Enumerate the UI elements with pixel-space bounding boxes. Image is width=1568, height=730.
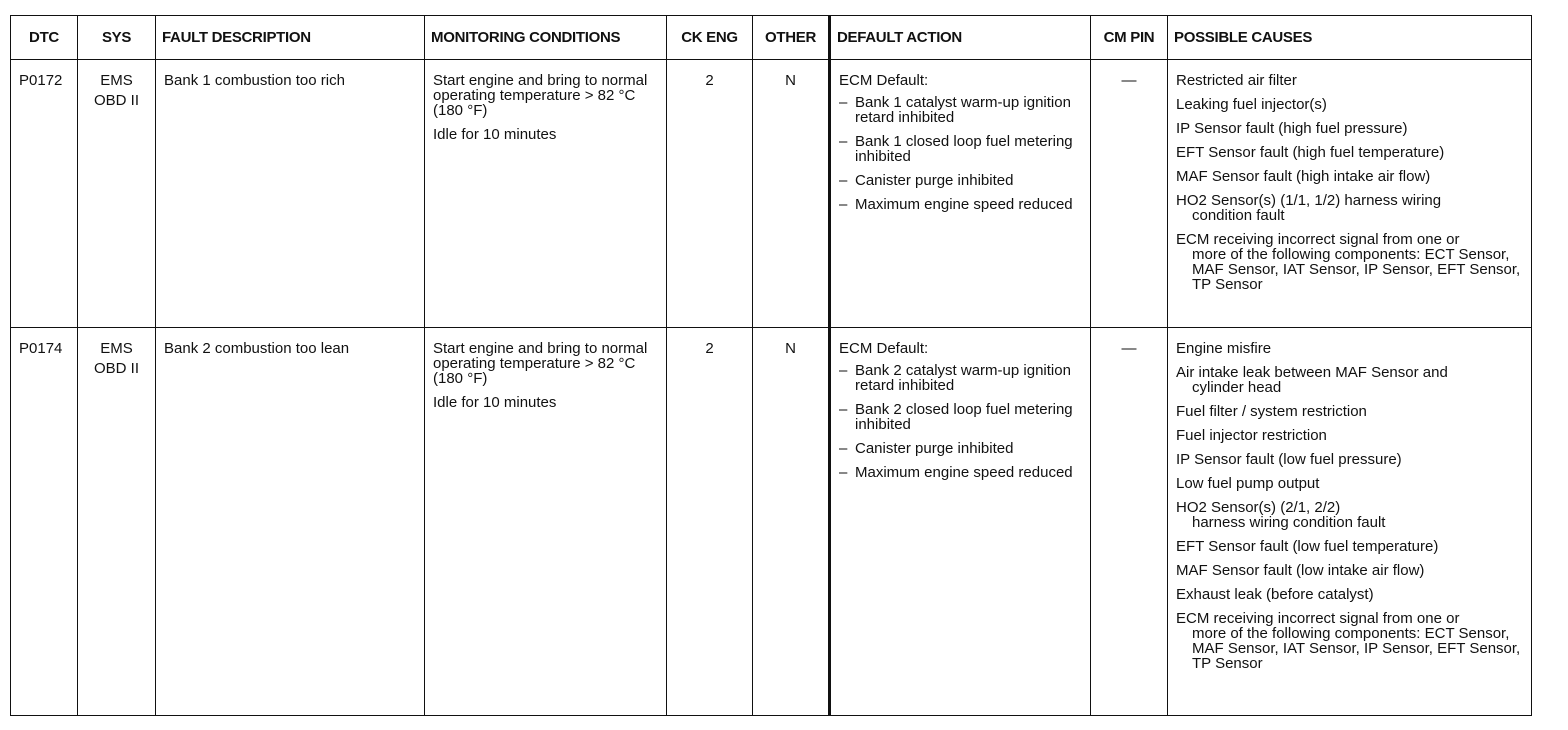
default-action-item: – Bank 1 closed loop fuel metering inhibited xyxy=(839,134,1082,164)
header-default-action: DEFAULT ACTION xyxy=(830,16,1091,60)
cause-continuation: harness wiring condition fault xyxy=(1192,514,1386,531)
cause-item xyxy=(1176,428,1523,443)
cause-text: ECM receiving incorrect signal from one or xyxy=(1176,231,1460,248)
cause-item xyxy=(1176,611,1523,671)
monitoring-conditions xyxy=(425,60,667,328)
dtc-code: P0174 xyxy=(11,328,78,716)
ck-eng-value: 2 xyxy=(667,328,753,716)
other-value: N xyxy=(753,60,830,328)
fault-description: Bank 2 combustion too lean xyxy=(156,328,425,716)
table-row xyxy=(11,60,1532,328)
cause-item xyxy=(1176,587,1523,602)
cause-item xyxy=(1176,169,1523,184)
cause-text: IP Sensor fault (high fuel pressure) xyxy=(1176,120,1408,137)
sys-cell xyxy=(78,60,156,328)
default-action xyxy=(830,328,1091,716)
cause-text: Exhaust leak (before catalyst) xyxy=(1176,586,1374,603)
dtc-code: P0172 xyxy=(11,60,78,328)
cause-item xyxy=(1176,145,1523,160)
default-action-item: – Canister purge inhibited xyxy=(839,173,1082,188)
sys-line: OBD II xyxy=(93,360,139,377)
cause-item xyxy=(1176,500,1523,530)
cause-continuation: condition fault xyxy=(1192,207,1285,224)
cause-item xyxy=(1176,539,1523,554)
cause-item xyxy=(1176,341,1523,356)
default-action-item: – Maximum engine speed reduced xyxy=(839,197,1082,212)
default-action xyxy=(830,60,1091,328)
default-action-title: ECM Default: xyxy=(839,340,929,357)
header-dtc: DTC xyxy=(11,16,78,60)
cm-pin-value: — xyxy=(1091,328,1168,716)
cause-item xyxy=(1176,476,1523,491)
cause-text: IP Sensor fault (low fuel pressure) xyxy=(1176,451,1402,468)
cause-text: Engine misfire xyxy=(1176,340,1272,357)
possible-causes-list xyxy=(1176,73,1523,292)
monitoring-conditions xyxy=(425,328,667,716)
default-action-title: ECM Default: xyxy=(839,72,929,89)
cause-text: EFT Sensor fault (low fuel temperature) xyxy=(1176,538,1439,555)
monitoring-condition: Idle for 10 minutes xyxy=(433,126,557,143)
default-action-item: – Bank 2 catalyst warm-up ignition retard inhibited xyxy=(839,363,1082,393)
dtc-table xyxy=(10,15,1532,716)
header-monitoring-conditions: MONITORING CONDITIONS xyxy=(425,16,667,60)
cause-text: EFT Sensor fault (high fuel temperature) xyxy=(1176,144,1445,161)
header-row xyxy=(11,16,1532,60)
cause-text: Restricted air filter xyxy=(1176,72,1297,89)
sys-cell xyxy=(78,328,156,716)
monitoring-condition: Start engine and bring to normal operating temperature > 82 °C (180 °F) xyxy=(433,340,648,387)
cause-item xyxy=(1176,404,1523,419)
cause-item xyxy=(1176,121,1523,136)
fault-description: Bank 1 combustion too rich xyxy=(156,60,425,328)
cause-item xyxy=(1176,193,1523,223)
cause-text: Fuel filter / system restriction xyxy=(1176,403,1367,420)
default-action-item: – Bank 1 catalyst warm-up ignition retard inhibited xyxy=(839,95,1082,125)
default-action-item: – Bank 2 closed loop fuel metering inhibited xyxy=(839,402,1082,432)
sys-line: EMS xyxy=(100,340,133,357)
cause-item xyxy=(1176,563,1523,578)
possible-causes xyxy=(1168,328,1532,716)
cause-text: HO2 Sensor(s) (2/1, 2/2) xyxy=(1176,499,1341,516)
cause-text: ECM receiving incorrect signal from one or xyxy=(1176,610,1460,627)
cause-item xyxy=(1176,73,1523,88)
cause-text: Air intake leak between MAF Sensor and xyxy=(1176,364,1448,381)
cause-continuation: cylinder head xyxy=(1192,379,1282,396)
cause-item xyxy=(1176,452,1523,467)
cause-item xyxy=(1176,365,1523,395)
cause-item xyxy=(1176,97,1523,112)
header-cm-pin: CM PIN xyxy=(1091,16,1168,60)
cause-text: HO2 Sensor(s) (1/1, 1/2) harness wiring xyxy=(1176,192,1442,209)
header-other: OTHER xyxy=(753,16,830,60)
default-action-list xyxy=(839,95,1082,212)
cause-text: MAF Sensor fault (low intake air flow) xyxy=(1176,562,1425,579)
cause-continuation: more of the following components: ECT Sensor, MAF Sensor, IAT Sensor, IP Sensor, EFT Sensor, TP Sensor xyxy=(1192,246,1521,293)
default-action-list xyxy=(839,363,1082,480)
table-row xyxy=(11,328,1532,716)
ck-eng-value: 2 xyxy=(667,60,753,328)
cause-continuation: more of the following components: ECT Sensor, MAF Sensor, IAT Sensor, IP Sensor, EFT Sensor, TP Sensor xyxy=(1192,625,1521,672)
default-action-item: – Canister purge inhibited xyxy=(839,441,1082,456)
header-ck-eng: CK ENG xyxy=(667,16,753,60)
cause-text: Low fuel pump output xyxy=(1176,475,1320,492)
cause-item xyxy=(1176,232,1523,292)
possible-causes-list xyxy=(1176,341,1523,671)
default-action-item: – Maximum engine speed reduced xyxy=(839,465,1082,480)
cause-text: Fuel injector restriction xyxy=(1176,427,1327,444)
cause-text: Leaking fuel injector(s) xyxy=(1176,96,1327,113)
sys-line: EMS xyxy=(100,72,133,89)
header-fault-description: FAULT DESCRIPTION xyxy=(156,16,425,60)
sys-line: OBD II xyxy=(93,92,139,109)
monitoring-condition: Start engine and bring to normal operating temperature > 82 °C (180 °F) xyxy=(433,72,648,119)
header-possible-causes: POSSIBLE CAUSES xyxy=(1168,16,1532,60)
cause-text: MAF Sensor fault (high intake air flow) xyxy=(1176,168,1431,185)
other-value: N xyxy=(753,328,830,716)
cm-pin-value: — xyxy=(1091,60,1168,328)
monitoring-condition: Idle for 10 minutes xyxy=(433,394,557,411)
header-sys: SYS xyxy=(78,16,156,60)
possible-causes xyxy=(1168,60,1532,328)
